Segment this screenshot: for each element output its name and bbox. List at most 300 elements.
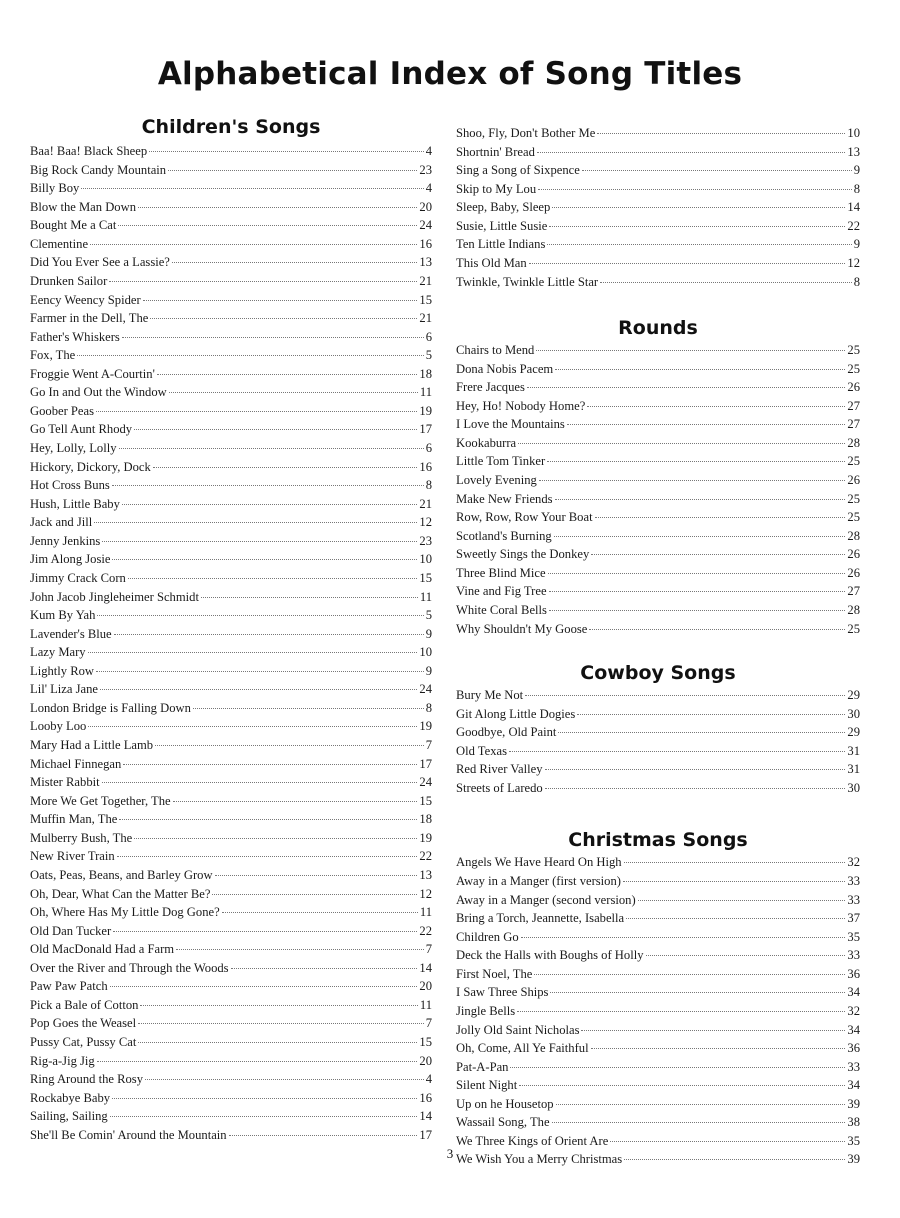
- index-entry: [456, 855, 860, 874]
- song-title: Oh, Come, All Ye Faithful: [456, 1041, 589, 1056]
- song-title: Rig-a-Jig Jig: [30, 1053, 95, 1068]
- index-entry: [30, 1035, 432, 1054]
- index-entry: [30, 571, 432, 590]
- page-ref: 25: [847, 454, 860, 469]
- song-title: Looby Loo: [30, 719, 87, 734]
- page-ref: 10: [419, 552, 432, 567]
- song-title: Eency Weency Spider: [30, 292, 141, 307]
- song-title: Bring a Torch, Jeannette, Isabella: [456, 911, 625, 926]
- page-ref: 15: [419, 1035, 432, 1049]
- dot-leader: [587, 406, 845, 407]
- dot-leader: [552, 207, 845, 208]
- song-title: Jingle Bells: [456, 1003, 516, 1018]
- dot-leader: [112, 559, 417, 560]
- index-entry: [456, 126, 860, 145]
- song-title: Three Blind Mice: [456, 565, 546, 580]
- index-entry: [456, 380, 860, 399]
- song-title: Froggie Went A-Courtin': [30, 366, 155, 381]
- song-title: Ten Little Indians: [456, 237, 546, 252]
- dot-leader: [134, 429, 417, 430]
- dot-leader: [624, 862, 846, 863]
- page-ref: 21: [419, 273, 432, 288]
- song-title: Michael Finnegan: [30, 756, 122, 771]
- dot-leader: [646, 955, 846, 956]
- dot-leader: [90, 244, 417, 245]
- dot-leader: [102, 782, 418, 783]
- page-ref: 16: [419, 459, 432, 474]
- index-entry: [30, 645, 432, 664]
- song-title: John Jacob Jingleheimer Schmidt: [30, 589, 199, 604]
- page-ref: 14: [419, 960, 432, 975]
- dot-leader: [155, 745, 424, 746]
- page-ref: 11: [419, 385, 432, 400]
- song-title: Silent Night: [456, 1078, 518, 1093]
- index-entry: [456, 145, 860, 164]
- dot-leader: [168, 170, 417, 171]
- song-title: Go Tell Aunt Rhody: [30, 422, 133, 437]
- index-entry: [30, 1072, 432, 1091]
- page-ref: 27: [847, 398, 860, 413]
- dot-leader: [549, 610, 845, 611]
- page-ref: 32: [847, 855, 860, 870]
- page-ref: 19: [419, 830, 432, 845]
- song-title: New River Train: [30, 849, 115, 864]
- song-title: Billy Boy: [30, 181, 80, 196]
- song-title: Pop Goes the Weasel: [30, 1016, 137, 1031]
- page-ref: 34: [847, 1078, 860, 1093]
- page-ref: 4: [425, 1072, 432, 1087]
- dot-leader: [550, 992, 845, 993]
- index-entry: [30, 255, 432, 274]
- song-title: Did You Ever See a Lassie?: [30, 255, 170, 270]
- christmas-list: [456, 855, 860, 1171]
- dot-leader: [97, 1061, 418, 1062]
- dot-leader: [595, 517, 846, 518]
- dot-leader: [509, 751, 845, 752]
- page-ref: 8: [425, 700, 432, 715]
- index-entry: [30, 385, 432, 404]
- page-ref: 34: [847, 1022, 860, 1037]
- page-ref: 9: [425, 626, 432, 641]
- song-title: We Three Kings of Orient Are: [456, 1133, 609, 1148]
- index-entry: [456, 343, 860, 362]
- dot-leader: [610, 1141, 845, 1142]
- index-entry: [30, 1054, 432, 1073]
- page-ref: 21: [419, 496, 432, 511]
- index-entry: [456, 688, 860, 707]
- index-entry: [456, 510, 860, 529]
- index-entry: [456, 200, 860, 219]
- song-title: Oh, Dear, What Can the Matter Be?: [30, 886, 211, 901]
- dot-leader: [529, 263, 846, 264]
- page-ref: 15: [419, 793, 432, 808]
- index-entry: [30, 590, 432, 609]
- song-title: Jolly Old Saint Nicholas: [456, 1022, 580, 1037]
- index-entry: [456, 566, 860, 585]
- song-title: Children Go: [456, 929, 519, 944]
- song-title: Streets of Laredo: [456, 780, 543, 795]
- dot-leader: [138, 1042, 417, 1043]
- index-entry: [30, 942, 432, 961]
- dot-leader: [591, 1048, 846, 1049]
- dot-leader: [518, 443, 845, 444]
- right-column: [456, 126, 860, 1171]
- page-ref: 14: [847, 200, 860, 215]
- song-title: Jack and Jill: [30, 515, 93, 530]
- dot-leader: [173, 801, 418, 802]
- song-title: Away in a Manger (second version): [456, 892, 636, 907]
- dot-leader: [215, 875, 418, 876]
- dot-leader: [122, 337, 424, 338]
- index-entry: [30, 311, 432, 330]
- index-entry: [30, 1109, 432, 1128]
- page-ref: 33: [847, 948, 860, 963]
- song-title: Angels We Have Heard On High: [456, 855, 622, 870]
- index-entry: [456, 967, 860, 986]
- index-entry: [456, 547, 860, 566]
- dot-leader: [555, 369, 845, 370]
- song-title: Lavender's Blue: [30, 626, 112, 641]
- song-title: Sailing, Sailing: [30, 1109, 108, 1124]
- song-title: Away in a Manger (first version): [456, 874, 621, 888]
- page-ref: 32: [847, 1003, 860, 1018]
- dot-leader: [519, 1085, 845, 1086]
- left-column: [30, 116, 432, 1146]
- page-ref: 29: [847, 725, 860, 740]
- index-entry: [456, 454, 860, 473]
- rounds-list: [456, 343, 860, 640]
- song-title: Dona Nobis Pacem: [456, 361, 554, 376]
- page-ref: 6: [425, 441, 432, 455]
- song-title: Lightly Row: [30, 663, 95, 678]
- page-ref: 9: [853, 237, 860, 252]
- page-ref: 22: [419, 849, 432, 864]
- page-ref: 29: [847, 688, 860, 703]
- song-title: London Bridge is Falling Down: [30, 700, 191, 715]
- song-title: Pick a Bale of Cotton: [30, 997, 139, 1012]
- index-entry: [30, 719, 432, 738]
- dot-leader: [193, 708, 424, 709]
- page-ref: 24: [419, 218, 432, 233]
- song-title: Up on he Housetop: [456, 1096, 554, 1111]
- index-entry: [30, 552, 432, 571]
- index-entry: [30, 979, 432, 998]
- page-ref: 20: [419, 199, 432, 214]
- page-ref: 20: [419, 979, 432, 994]
- index-entry: [30, 775, 432, 794]
- song-title: Jimmy Crack Corn: [30, 570, 126, 585]
- dot-leader: [538, 189, 852, 190]
- dot-leader: [117, 856, 418, 857]
- index-entry: [30, 460, 432, 479]
- page-ref: 28: [847, 528, 860, 543]
- page-ref: 4: [425, 144, 432, 158]
- index-entry: [30, 515, 432, 534]
- song-title: Baa! Baa! Black Sheep: [30, 144, 148, 158]
- song-title: Git Along Little Dogies: [456, 706, 576, 721]
- dot-leader: [114, 634, 424, 635]
- song-title: Lil' Liza Jane: [30, 682, 99, 697]
- index-entry: [30, 497, 432, 516]
- page-ref: 9: [425, 663, 432, 678]
- page-ref: 27: [847, 584, 860, 599]
- index-entry: [456, 163, 860, 182]
- page-ref: 12: [419, 515, 432, 530]
- song-title: Sweetly Sings the Donkey: [456, 547, 590, 562]
- page-ref: 19: [419, 719, 432, 734]
- page-ref: 25: [847, 491, 860, 506]
- song-title: Deck the Halls with Boughs of Holly: [456, 948, 644, 963]
- dot-leader: [591, 554, 845, 555]
- page-ref: 17: [419, 1127, 432, 1142]
- index-entry: [456, 725, 860, 744]
- page-ref: 7: [425, 738, 432, 752]
- song-title: This Old Man: [456, 255, 527, 270]
- page-ref: 13: [419, 255, 432, 270]
- page-ref: 39: [847, 1152, 860, 1167]
- dot-leader: [119, 448, 424, 449]
- index-entry: [30, 293, 432, 312]
- page-ref: 24: [419, 682, 432, 697]
- dot-leader: [112, 485, 424, 486]
- song-title: Blow the Man Down: [30, 199, 136, 214]
- index-entry: [30, 534, 432, 553]
- song-title: Oh, Where Has My Little Dog Gone?: [30, 905, 220, 920]
- dot-leader: [110, 1116, 418, 1117]
- index-entry: [30, 1128, 432, 1147]
- song-title: Father's Whiskers: [30, 329, 120, 344]
- song-title: Go In and Out the Window: [30, 385, 167, 400]
- index-entry: [30, 163, 432, 182]
- dot-leader: [554, 536, 846, 537]
- index-entry: [456, 911, 860, 930]
- dot-leader: [94, 522, 417, 523]
- index-entry: [30, 608, 432, 627]
- song-title: Big Rock Candy Mountain: [30, 162, 167, 177]
- dot-leader: [100, 689, 417, 690]
- song-title: Hickory, Dickory, Dock: [30, 459, 151, 474]
- index-entry: [456, 1097, 860, 1116]
- page-ref: 8: [425, 478, 432, 493]
- page-ref: 22: [847, 218, 860, 233]
- song-title: Jenny Jenkins: [30, 533, 101, 548]
- index-entry: [456, 603, 860, 622]
- song-title: Why Shouldn't My Goose: [456, 621, 588, 636]
- dot-leader: [138, 207, 417, 208]
- page-ref: 17: [419, 422, 432, 437]
- song-title: Kookaburra: [456, 435, 517, 450]
- index-entry: [456, 182, 860, 201]
- page-ref: 13: [419, 867, 432, 882]
- page-ref: 26: [847, 473, 860, 487]
- page-ref: 25: [847, 510, 860, 525]
- page-ref: 24: [419, 775, 432, 790]
- index-entry: [30, 887, 432, 906]
- page-ref: 8: [853, 274, 860, 289]
- page-ref: 16: [419, 1090, 432, 1105]
- page-ref: 11: [419, 997, 432, 1012]
- page-ref: 25: [847, 343, 860, 358]
- index-entry: [30, 330, 432, 349]
- index-entry: [456, 417, 860, 436]
- dot-leader: [597, 133, 845, 134]
- index-entry: [30, 478, 432, 497]
- index-entry: [30, 849, 432, 868]
- dot-leader: [558, 732, 845, 733]
- song-title: Little Tom Tinker: [456, 454, 546, 469]
- dot-leader: [153, 467, 418, 468]
- dot-leader: [638, 900, 846, 901]
- index-entry: [30, 627, 432, 646]
- index-entry: [30, 348, 432, 367]
- song-title: Jim Along Josie: [30, 552, 111, 567]
- song-title: Skip to My Lou: [456, 181, 537, 196]
- dot-leader: [134, 838, 417, 839]
- page-ref: 12: [419, 886, 432, 901]
- dot-leader: [547, 461, 845, 462]
- dot-leader: [222, 912, 418, 913]
- index-entry: [456, 1078, 860, 1097]
- dot-leader: [109, 281, 417, 282]
- index-entry: [456, 762, 860, 781]
- dot-leader: [113, 931, 417, 932]
- cowboy-list: [456, 688, 860, 799]
- song-title: Old MacDonald Had a Farm: [30, 942, 175, 957]
- dot-leader: [527, 387, 846, 388]
- dot-leader: [555, 499, 846, 500]
- song-title: Vine and Fig Tree: [456, 584, 547, 599]
- song-title: Shoo, Fly, Don't Bother Me: [456, 126, 596, 140]
- dot-leader: [102, 541, 417, 542]
- index-entry: [456, 492, 860, 511]
- song-title: Farmer in the Dell, The: [30, 311, 149, 326]
- page-ref: 27: [847, 417, 860, 432]
- page-ref: 26: [847, 565, 860, 580]
- page-ref: 19: [419, 403, 432, 418]
- song-title: Goodbye, Old Paint: [456, 725, 557, 740]
- index-entry: [456, 584, 860, 603]
- song-title: Make New Friends: [456, 491, 553, 506]
- song-title: Lovely Evening: [456, 473, 537, 487]
- dot-leader: [81, 188, 423, 189]
- page-ref: 14: [419, 1109, 432, 1124]
- dot-leader: [549, 226, 845, 227]
- dot-leader: [623, 881, 845, 882]
- song-title: Old Texas: [456, 743, 508, 758]
- index-entry: [30, 682, 432, 701]
- index-entry: [456, 219, 860, 238]
- index-entry: [30, 664, 432, 683]
- index-entry: [30, 237, 432, 256]
- page-ref: 25: [847, 621, 860, 636]
- dot-leader: [600, 282, 852, 283]
- dot-leader: [143, 300, 418, 301]
- song-title: Mary Had a Little Lamb: [30, 738, 154, 752]
- index-entry: [30, 701, 432, 720]
- dot-leader: [123, 764, 417, 765]
- dot-leader: [145, 1079, 424, 1080]
- page-ref: 26: [847, 380, 860, 395]
- song-title: Pussy Cat, Pussy Cat: [30, 1035, 137, 1049]
- dot-leader: [548, 573, 846, 574]
- index-entry: [456, 362, 860, 381]
- index-entry: [456, 1060, 860, 1079]
- dot-leader: [172, 262, 418, 263]
- dot-leader: [567, 424, 846, 425]
- index-entry: [30, 274, 432, 293]
- index-entry: [30, 905, 432, 924]
- dot-leader: [128, 578, 418, 579]
- song-title: Mister Rabbit: [30, 775, 100, 790]
- index-entry: [456, 237, 860, 256]
- index-entry: [456, 256, 860, 275]
- index-entry: [456, 1115, 860, 1134]
- song-title: Hey, Lolly, Lolly: [30, 441, 117, 455]
- page-ref: 38: [847, 1115, 860, 1130]
- song-title: Muffin Man, The: [30, 812, 118, 827]
- index-entry: [456, 874, 860, 893]
- index-entry: [456, 529, 860, 548]
- dot-leader: [582, 170, 852, 171]
- page-ref: 35: [847, 929, 860, 944]
- song-title: Twinkle, Twinkle Little Star: [456, 274, 599, 289]
- song-title: Bury Me Not: [456, 688, 524, 703]
- page-ref: 13: [847, 144, 860, 159]
- page-number: 3: [446, 1146, 454, 1161]
- dot-leader: [556, 1104, 846, 1105]
- childrens-continued-list: [456, 126, 860, 293]
- dot-leader: [176, 949, 424, 950]
- index-entry: [456, 399, 860, 418]
- song-title: Hush, Little Baby: [30, 496, 120, 511]
- index-entry: [456, 744, 860, 763]
- song-title: Goober Peas: [30, 403, 95, 418]
- dot-leader: [510, 1067, 845, 1068]
- dot-leader: [118, 225, 417, 226]
- dot-leader: [547, 244, 851, 245]
- index-entry: [30, 868, 432, 887]
- song-title: Paw Paw Patch: [30, 979, 108, 994]
- dot-leader: [534, 974, 845, 975]
- song-title: Red River Valley: [456, 762, 543, 777]
- dot-leader: [521, 937, 846, 938]
- dot-leader: [157, 374, 418, 375]
- index-entry: [456, 948, 860, 967]
- page-ref: 7: [425, 1016, 432, 1031]
- dot-leader: [119, 819, 417, 820]
- dot-leader: [112, 1098, 417, 1099]
- section-heading-rounds: Rounds: [618, 317, 698, 340]
- index-entry: [30, 738, 432, 757]
- index-entry: [30, 422, 432, 441]
- page-ref: 20: [419, 1053, 432, 1068]
- index-entry: [30, 961, 432, 980]
- page-ref: 18: [419, 366, 432, 381]
- dot-leader: [231, 968, 418, 969]
- index-entry: [30, 812, 432, 831]
- index-entry: [30, 757, 432, 776]
- index-entry: [30, 144, 432, 163]
- page-ref: 22: [419, 923, 432, 938]
- page-ref: 5: [425, 348, 432, 363]
- dot-leader: [537, 152, 846, 153]
- song-title: Drunken Sailor: [30, 273, 108, 288]
- song-title: Clementine: [30, 236, 89, 251]
- index-entry: [30, 404, 432, 423]
- page-ref: 31: [847, 762, 860, 777]
- page-ref: 10: [847, 126, 860, 140]
- section-heading-childrens: Children's Songs: [141, 116, 321, 138]
